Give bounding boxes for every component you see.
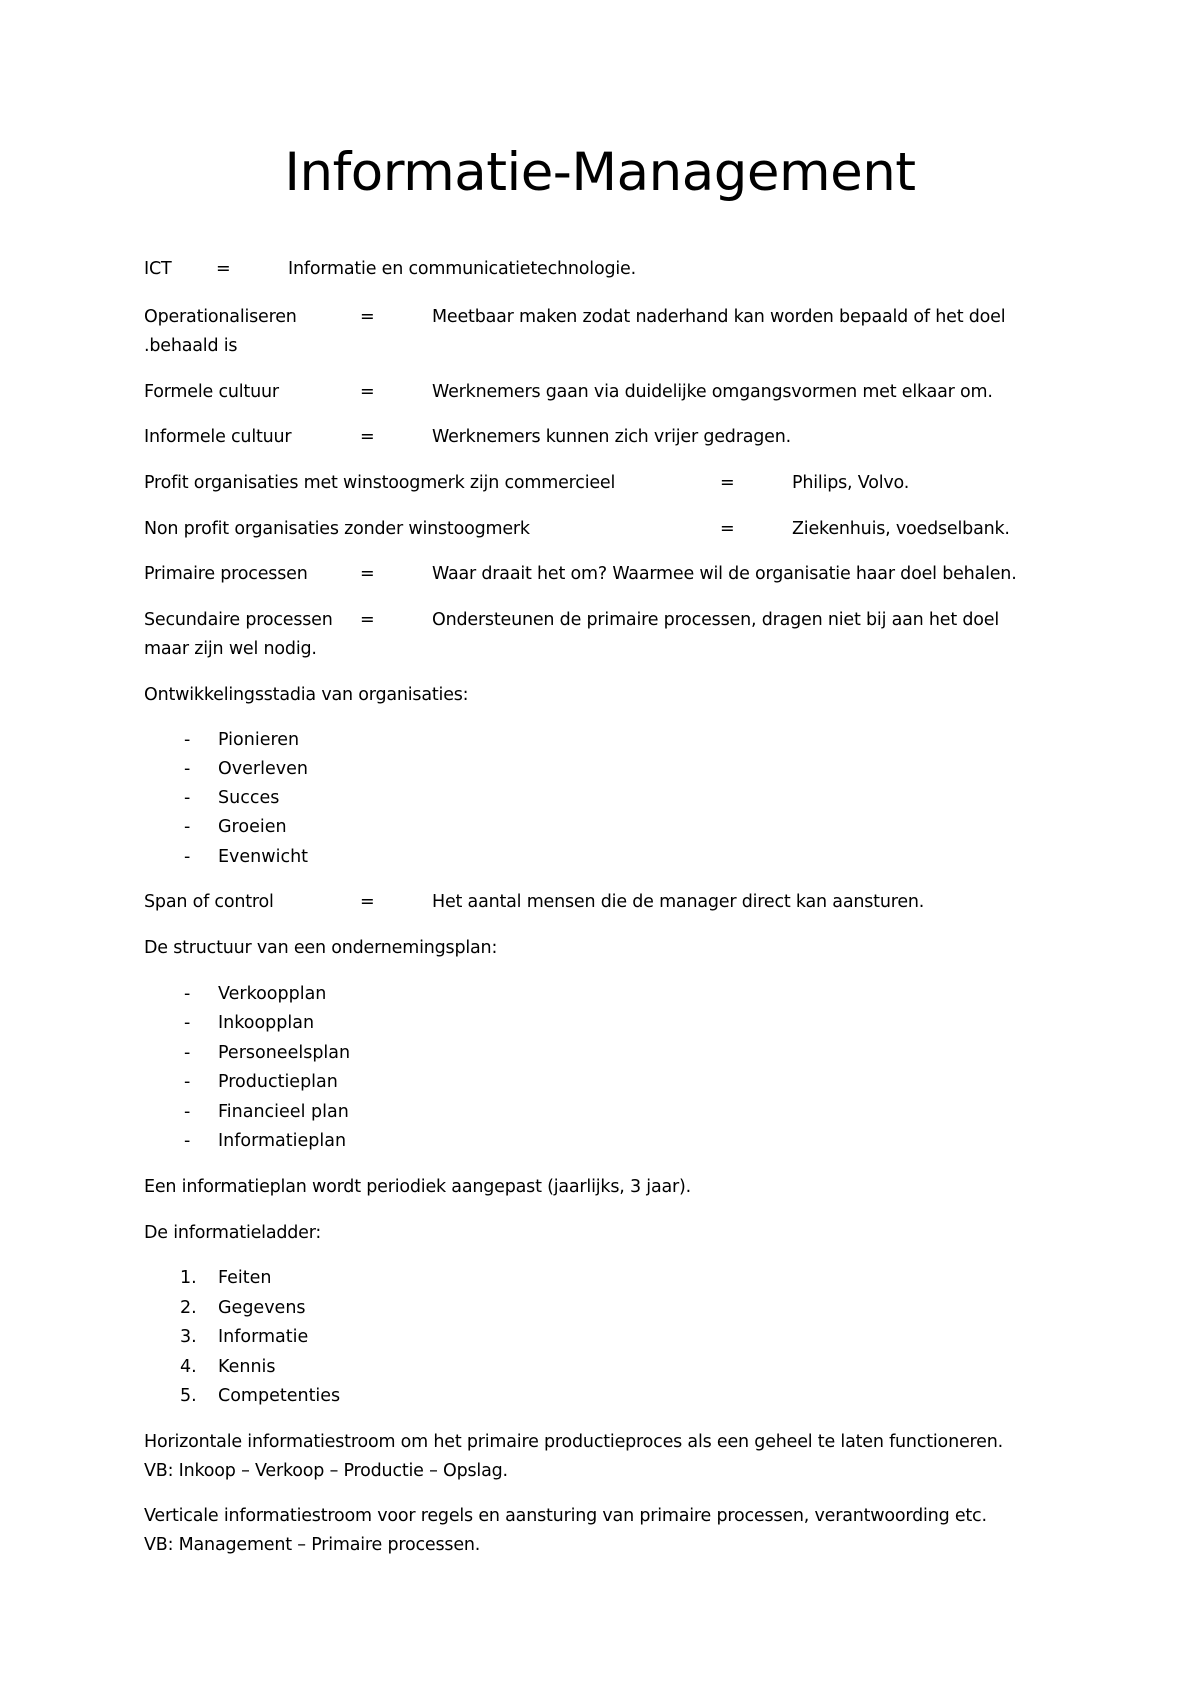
term: Profit organisaties met winstoogmerk zijn commercieel (144, 473, 616, 493)
list-item-text: Competenties (218, 1386, 341, 1406)
list-item (184, 755, 308, 784)
list-item (184, 843, 309, 872)
equals: = (360, 427, 375, 447)
list-number: 5. (180, 1386, 197, 1406)
bullet-dash: - (184, 730, 191, 750)
list-item-text: Kennis (218, 1357, 276, 1377)
equals: = (360, 892, 375, 912)
list-item-text: Gegevens (218, 1298, 306, 1318)
paragraph-text: Horizontale informatiestroom om het primaire productieproces als een geheel te laten functioneren. (144, 1432, 1003, 1452)
definition-text: Philips, Volvo. (792, 473, 910, 493)
term: Span of control (144, 892, 274, 912)
list-item (184, 726, 300, 755)
list-item-text: Verkoopplan (218, 984, 327, 1004)
list-item (184, 980, 327, 1009)
list-item (184, 1127, 347, 1156)
list-item-text: Succes (218, 788, 280, 808)
bullet-dash: - (184, 817, 191, 837)
list-item (184, 1068, 338, 1097)
list-number: 1. (180, 1268, 197, 1288)
bullet-dash: - (184, 1072, 191, 1092)
paragraph-text: Verticale informatiestroom voor regels en aansturing van primaire processen, verantwoording etc. (144, 1506, 987, 1526)
heading-text: Ontwikkelingsstadia van organisaties: (144, 685, 469, 705)
definition-text: Ziekenhuis, voedselbank. (792, 519, 1010, 539)
list-item-text: Informatie (218, 1327, 309, 1347)
definition-text: Werknemers gaan via duidelijke omgangsvormen met elkaar om. (432, 382, 993, 402)
list-item (180, 1323, 309, 1352)
list-item-text: Financieel plan (218, 1102, 349, 1122)
equals: = (360, 382, 375, 402)
list-item (184, 1098, 349, 1127)
definition-text-cont: .behaald is (144, 336, 238, 356)
list-item (180, 1294, 306, 1323)
list-item (184, 1009, 315, 1038)
bullet-dash: - (184, 1013, 191, 1033)
paragraph-text: VB: Inkoop – Verkoop – Productie – Opslag. (144, 1461, 508, 1481)
list-item-text: Evenwicht (218, 847, 309, 867)
list-item (180, 1382, 341, 1411)
definition-text: Ondersteunen de primaire processen, dragen niet bij aan het doel (432, 610, 1000, 630)
equals: = (360, 307, 375, 327)
list-item (184, 784, 280, 813)
list-number: 4. (180, 1357, 197, 1377)
term: Secundaire processen (144, 610, 333, 630)
equals: = (216, 259, 231, 279)
list-item-text: Feiten (218, 1268, 272, 1288)
definition-text: Meetbaar maken zodat naderhand kan worden bepaald of het doel (432, 307, 1006, 327)
list-item-text: Informatieplan (218, 1131, 347, 1151)
bullet-dash: - (184, 788, 191, 808)
list-item (180, 1353, 276, 1382)
term: Formele cultuur (144, 382, 279, 402)
list-item (180, 1264, 272, 1293)
list-item-text: Inkoopplan (218, 1013, 315, 1033)
bullet-dash: - (184, 847, 191, 867)
list-item-text: Groeien (218, 817, 287, 837)
heading-text: De informatieladder: (144, 1223, 322, 1243)
paragraph-text: Een informatieplan wordt periodiek aangepast (jaarlijks, 3 jaar). (144, 1177, 691, 1197)
bullet-dash: - (184, 984, 191, 1004)
list-item-text: Pionieren (218, 730, 300, 750)
equals: = (360, 610, 375, 630)
equals: = (720, 473, 735, 493)
definition-text-cont: maar zijn wel nodig. (144, 639, 317, 659)
definition-text: Informatie en communicatietechnologie. (288, 259, 636, 279)
term: Primaire processen (144, 564, 308, 584)
term: Non profit organisaties zonder winstoogmerk (144, 519, 530, 539)
term: ICT (144, 259, 172, 279)
heading-text: De structuur van een ondernemingsplan: (144, 938, 498, 958)
list-item (184, 1039, 351, 1068)
list-item-text: Productieplan (218, 1072, 338, 1092)
definition-text: Het aantal mensen die de manager direct kan aansturen. (432, 892, 925, 912)
bullet-dash: - (184, 1131, 191, 1151)
list-item-text: Personeelsplan (218, 1043, 351, 1063)
bullet-dash: - (184, 1102, 191, 1122)
bullet-dash: - (184, 759, 191, 779)
term: Operationaliseren (144, 307, 297, 327)
term: Informele cultuur (144, 427, 292, 447)
list-number: 2. (180, 1298, 197, 1318)
list-item-text: Overleven (218, 759, 308, 779)
equals: = (720, 519, 735, 539)
equals: = (360, 564, 375, 584)
definition-text: Werknemers kunnen zich vrijer gedragen. (432, 427, 791, 447)
page-title: Informatie-Management (284, 142, 916, 203)
definition-text: Waar draait het om? Waarmee wil de organisatie haar doel behalen. (432, 564, 1017, 584)
list-item (184, 813, 287, 842)
paragraph-text: VB: Management – Primaire processen. (144, 1535, 481, 1555)
list-number: 3. (180, 1327, 197, 1347)
bullet-dash: - (184, 1043, 191, 1063)
